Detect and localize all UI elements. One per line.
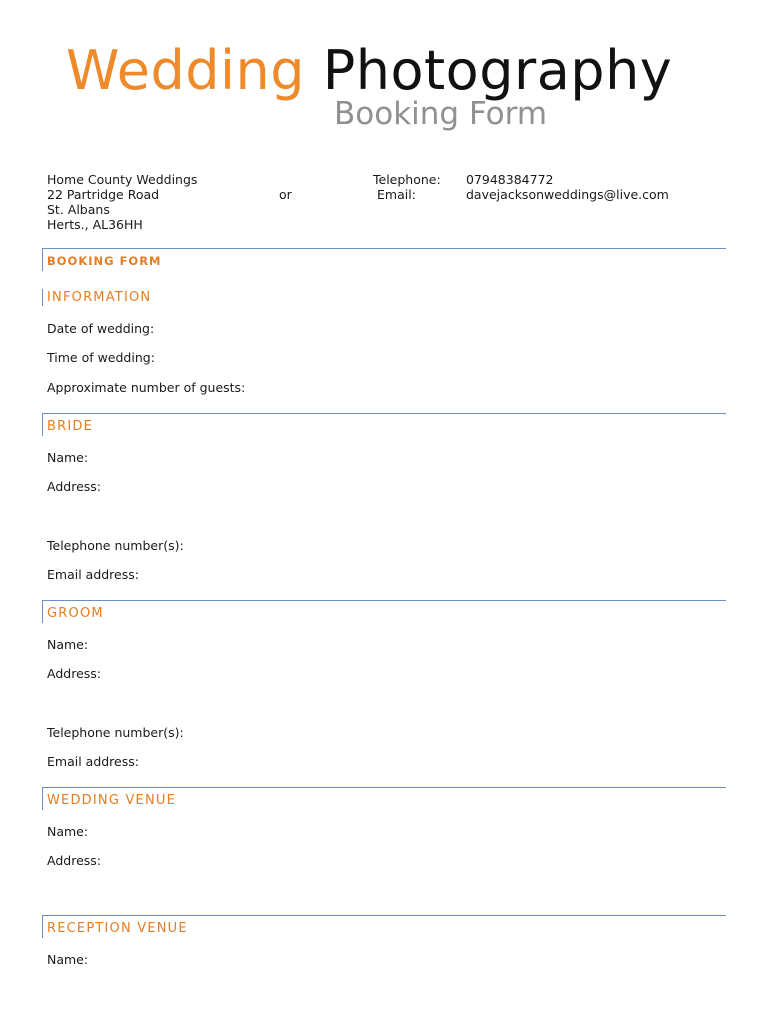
information-heading: INFORMATION: [47, 290, 152, 305]
page-subtitle: Booking Form: [334, 96, 548, 132]
groom-telephone-label: Telephone number(s):: [47, 725, 184, 740]
page-title: [66, 39, 673, 102]
bride-telephone-label: Telephone number(s):: [47, 538, 184, 553]
bride-email-label: Email address:: [47, 567, 139, 582]
date-of-wedding-label: Date of wedding:: [47, 321, 155, 336]
wedding-venue-heading: WEDDING VENUE: [47, 793, 177, 808]
wedding-venue-address-label: Address:: [47, 853, 101, 868]
bride-heading: BRIDE: [47, 419, 94, 434]
wedding-venue-name-label: Name:: [47, 824, 89, 839]
groom-section-border: [42, 600, 726, 623]
contact-address: [47, 172, 197, 232]
contact-or: or: [279, 187, 292, 202]
bride-address-label: Address:: [47, 479, 101, 494]
bride-name-label: Name:: [47, 450, 89, 465]
address-county-postcode: Herts., AL36HH: [47, 217, 143, 232]
groom-name-label: Name:: [47, 637, 89, 652]
groom-address-label: Address:: [47, 666, 101, 681]
bride-section-border: [42, 413, 726, 436]
address-street: 22 Partridge Road: [47, 187, 160, 202]
title-wedding: Wedding: [66, 39, 306, 102]
email-label: Email:: [377, 187, 416, 202]
booking-form-heading: BOOKING FORM: [47, 254, 162, 268]
groom-heading: GROOM: [47, 606, 104, 621]
address-city: St. Albans: [47, 202, 110, 217]
reception-venue-heading: RECEPTION VENUE: [47, 921, 188, 936]
reception-venue-name-label: Name:: [47, 952, 89, 967]
guests-label: Approximate number of guests:: [47, 380, 246, 395]
groom-email-label: Email address:: [47, 754, 139, 769]
time-of-wedding-label: Time of wedding:: [47, 350, 155, 365]
information-section-border: [42, 289, 43, 306]
telephone-label: Telephone:: [373, 172, 441, 187]
company-name: Home County Weddings: [47, 172, 198, 187]
telephone-value: 07948384772: [466, 172, 554, 187]
email-value: davejacksonweddings@live.com: [466, 187, 669, 202]
title-photography: Photography: [322, 39, 673, 102]
